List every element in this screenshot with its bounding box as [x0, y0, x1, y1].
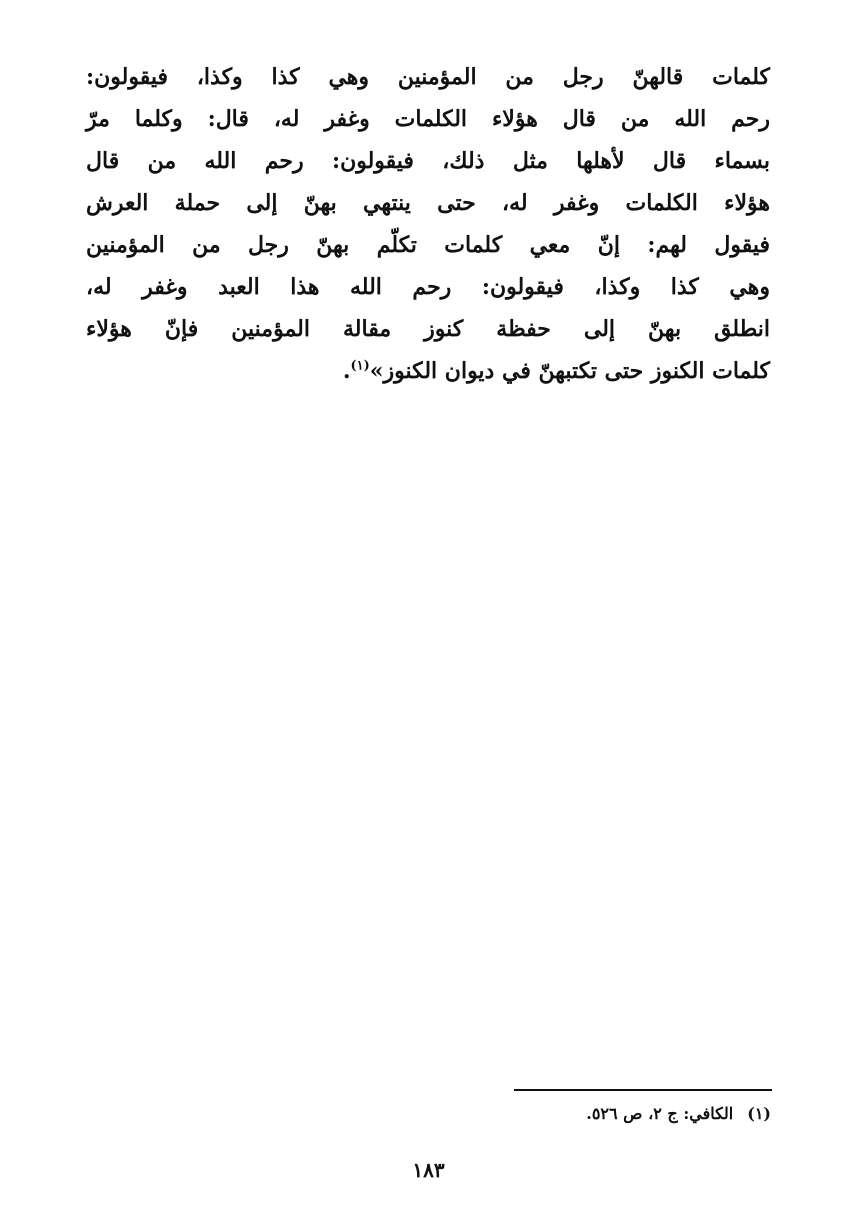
- text-line-2: رحم الله من قال هؤلاء الكلمات وغفر له، قال: وكلما مرّ: [86, 106, 770, 132]
- text-line-5: فيقول لهم: إنّ معي كلمات تكلّم بهنّ رجل من المؤمنين: [86, 232, 770, 258]
- text-line-4: هؤلاء الكلمات وغفر له، حتى ينتهي بهنّ إلى حملة العرش: [86, 190, 770, 216]
- footnote-text: الكافي: ج ٢، ص ٥٢٦.: [586, 1104, 734, 1123]
- text-line-3: بسماء قال لأهلها مثل ذلك، فيقولون: رحم الله من قال: [86, 148, 770, 174]
- page-number: ١٨٣: [412, 1158, 445, 1182]
- text-line-7: انطلق بهنّ إلى حفظة كنوز مقالة المؤمنين فإنّ هؤلاء: [86, 316, 770, 342]
- text-line-6: وهي كذا وكذا، فيقولون: رحم الله هذا العبد وغفر له،: [86, 274, 770, 300]
- footnote-separator: [514, 1089, 772, 1091]
- footnote-reference: (١): [350, 358, 370, 374]
- body-text: [86, 56, 770, 392]
- text-line-1: كلمات قالهنّ رجل من المؤمنين وهي كذا وكذا، فيقولون:: [86, 64, 770, 90]
- footnote: [586, 1102, 771, 1126]
- sentence-end-mark: .: [342, 358, 351, 384]
- text-line-8: [86, 350, 770, 392]
- text-line-8-content: كلمات الكنوز حتى تكتبهنّ في ديوان الكنوز»: [369, 358, 770, 384]
- footnote-number: (١): [747, 1104, 771, 1123]
